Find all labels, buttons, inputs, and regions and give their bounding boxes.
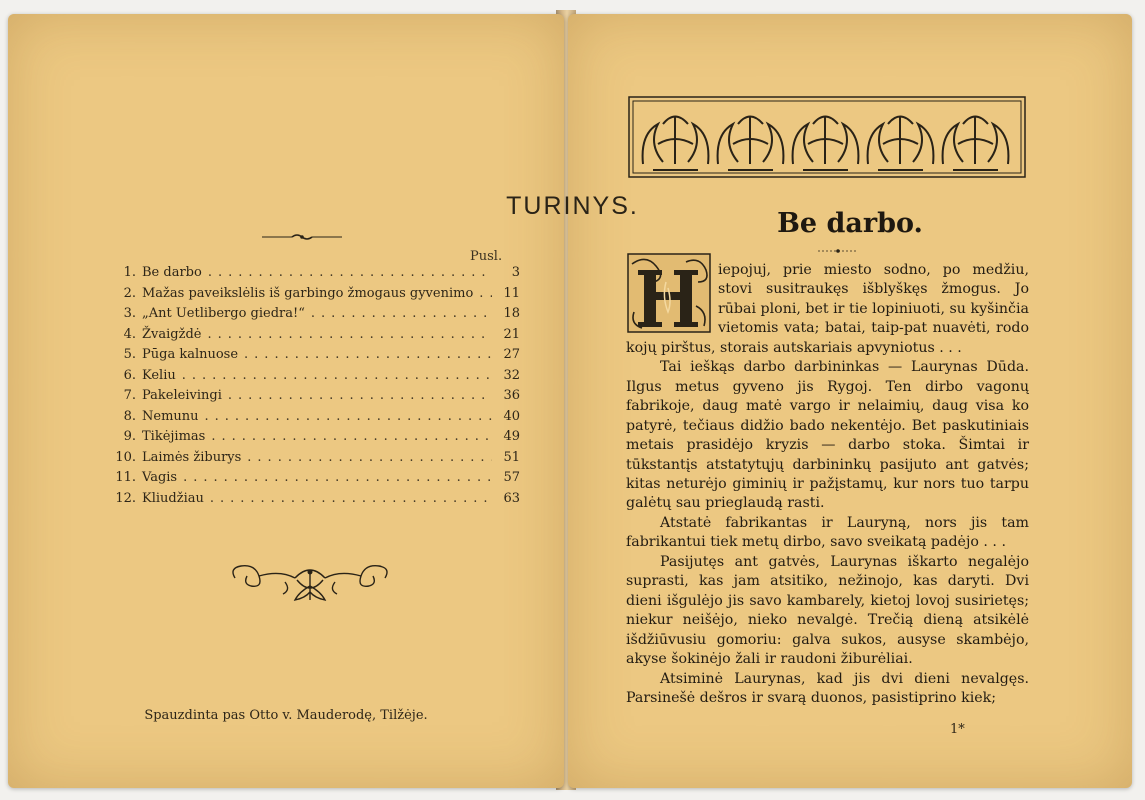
toc-entry [110,265,520,286]
toc-leader-dots [247,450,492,465]
toc-entry-title: „Ant Uetlibergo giedra!“ [142,306,305,321]
toc-entry-page: 36 [503,388,520,403]
toc-entry-title: Mažas paveikslėlis iš garbingo žmogaus gyvenimo [142,285,474,301]
paragraph: Pasijutęs ant gatvės, Laurynas iškarto negalėjo suprasti, kas jam atsitiko, nežinojo, kas daryti. Dvi dieni išgulėjo jis savo kambarely, kietoj lovoj susirietęs; niekur neišėjo, nieko nevalgė. Trečią dieną atsikėlė išdžiūvusiu gomoriu: galva sukos, ausyse skambėjo, akyse šokinėjo žali ir raudoni žiburėliai. [626,553,1029,668]
toc-entry-title: Tikėjimas [142,429,206,444]
chapter-text [626,261,1029,708]
paragraph: Atstatė fabrikantas ir Lauryną, nors jis tam fabrikantui tiek metų dirbo, savo sveikatą padėjo . . . [626,514,1029,551]
toc-entry-page: 57 [503,470,520,485]
ornamental-headpiece [628,96,1026,178]
toc-title: TURINYS. [506,192,639,220]
toc-leader-dots [311,306,492,321]
toc-entry-number: 1. [123,265,136,280]
toc-leader-dots [244,347,492,362]
initial-wrap-space [626,261,718,337]
toc-entry-title: Žvaigždė [142,326,202,342]
toc-entry [110,491,520,512]
toc-entry-page: 51 [503,449,520,465]
toc-entry-number: 12. [115,490,136,506]
toc-entry-page: 11 [503,285,520,301]
toc-entry-page: 49 [503,429,520,444]
toc-entry-title: Pūga kalnuose [142,347,239,362]
toc-entry [110,347,520,368]
toc-entry-number: 8. [123,408,136,424]
signature-mark: 1* [950,722,965,737]
toc-leader-dots [228,388,492,403]
toc-entry [110,368,520,389]
toc-leader-dots [183,470,492,485]
toc-entry-title: Laimės žiburys [142,449,242,465]
toc-leader-dots [208,265,492,280]
paragraph: Tai ieškąs darbo darbininkas — Laurynas Dūda. Ilgus metus gyveno jis Rygoj. Ten dirbo vagonų fabrikoje, daug matė vargo ir nelaimių, daug visa ko patyrė, tečiaus didžio bado nekentėjo. Bet paskutiniais metais prasidėjo kryzis — darbo stoka. Šimtai ir tūkstantįs atstatytųjų darbininkų pasijuto ant gatvės; kitas neturėjo giminių ir pažįstamų, kur nors tuo tarpu galėtų sau prieglaudą rasti. [626,359,1029,512]
toc-entry-number: 6. [123,367,136,383]
toc-leader-dots [479,286,492,301]
toc-entry-page: 21 [503,326,520,342]
floral-vignette-ornament [225,556,395,606]
toc-entry-number: 4. [123,326,136,342]
toc-entry-page: 63 [503,490,520,506]
toc-entry-title: Nemunu [142,408,199,424]
toc-entry-number: 7. [123,388,136,403]
toc-entry-number: 3. [123,306,136,321]
toc-entry-page: 18 [503,306,520,321]
toc-entry-title: Be darbo [142,265,202,280]
chapter-title: Be darbo. [777,208,923,239]
toc-entry-number: 9. [123,429,136,444]
toc-entry-page: 3 [511,265,520,280]
toc-entry [110,286,520,307]
toc-leader-dots [182,368,492,383]
printer-imprint: Spauzdinta pas Otto v. Mauderodę, Tilžėje. [144,708,428,723]
toc-entry-title: Pakeleivingi [142,388,222,403]
toc-entry-title: Keliu [142,367,176,383]
toc-entry-number: 10. [115,449,136,465]
toc-entry [110,429,520,450]
toc-entry-page: 27 [503,347,520,362]
toc-entry-number: 2. [123,285,136,301]
toc-entry-title: Kliudžiau [142,490,204,506]
toc-leader-dots [207,327,492,342]
toc-leader-dots [205,409,492,424]
toc-entry [110,388,520,409]
title-rule-ornament [262,232,342,242]
paragraph: iepojuj, prie miesto sodno, po medžiu, stovi susitraukęs išblyškęs žmogus. Jo rūbai ploni, bet ir tie lopiniuoti, su kyšinčia vietomis vata; batai, taip-pat nuavėti, rodo kojų pirštus, storais autskariais apvyniotus . . . [626,262,1029,356]
toc-entry-number: 5. [123,347,136,362]
chapter-rule-ornament [818,247,858,255]
toc-entry [110,306,520,327]
toc-entry [110,450,520,471]
toc-entry-page: 32 [503,367,520,383]
toc-leader-dots [210,491,492,506]
toc-list [110,265,520,511]
toc-entry [110,470,520,491]
page-column-header: Pusl. [470,249,503,264]
paragraph: Atsiminė Laurynas, kad jis dvi dieni nevalgęs. Parsinešė dešros ir svarą duonos, pasistiprino kiek; [626,670,1029,706]
toc-leader-dots [211,429,492,444]
toc-entry [110,327,520,348]
toc-entry-title: Vagis [142,470,178,485]
toc-entry [110,409,520,430]
toc-entry-page: 40 [503,408,520,424]
toc-entry-number: 11. [115,470,136,485]
